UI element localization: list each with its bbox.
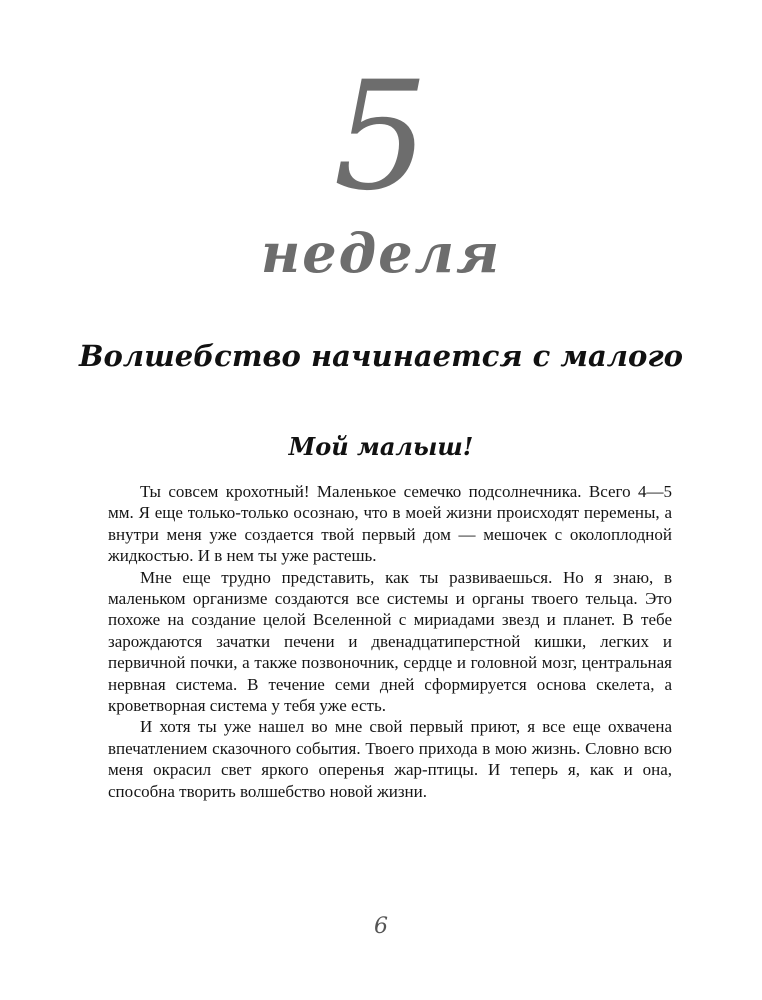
section-title: Мой малыш!	[288, 432, 474, 461]
paragraph: Ты совсем крохотный! Маленькое семечко подсолнечника. Всего 4—5 мм. Я еще только-только осознаю, что в моей жизни происходят перемены, а внутри меня уже создается твой первый дом — мешочек с околоплодной жидкостью. И в нем ты уже растешь.	[108, 482, 672, 566]
week-number: 5	[333, 50, 429, 224]
page-number: 6	[374, 914, 388, 939]
paragraph: Мне еще трудно представить, как ты развиваешься. Но я знаю, в маленьком организме создаются все системы и органы твоего тельца. Это похоже на создание целой Вселенной с мириадами звезд и планет. В тебе зарождаются зачатки печени и двенадцатиперстной кишки, легких и первичной почки, а также позвоночник, сердце и головной мозг, центральная нервная система. В течение семи дней сформируется основа скелета, а кроветворная система у тебя уже есть.	[108, 567, 672, 716]
paragraph: И хотя ты уже нашел во мне свой первый приют, я все еще охвачена впечатлением сказочного события. Твоего прихода в мою жизнь. Словно всю меня окрасил свет яркого оперенья жар-птицы. И теперь я, как и она, способна творить волшебство новой жизни.	[108, 717, 672, 801]
chapter-title: Волшебство начинается с малого	[79, 339, 683, 373]
week-word: неделя	[260, 221, 502, 285]
body-text	[108, 481, 672, 802]
